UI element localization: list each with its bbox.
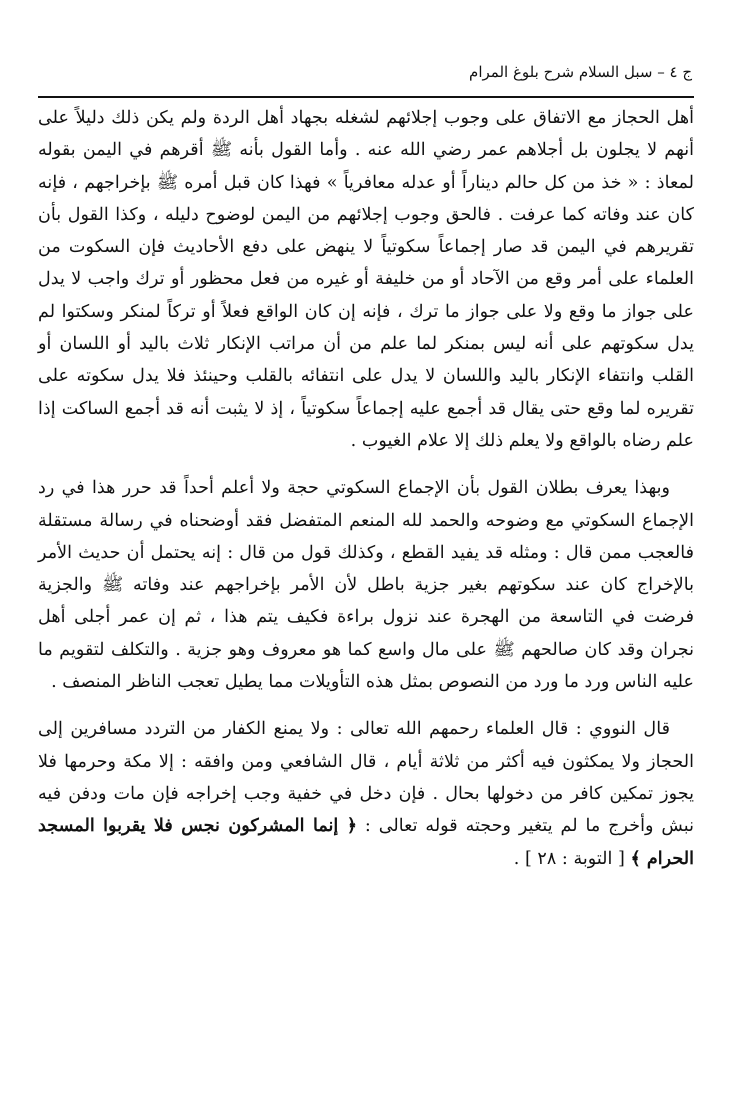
paragraph-3: [38, 713, 694, 874]
paragraph-1: أهل الحجاز مع الاتفاق على وجوب إجلائهم لشغله بجهاد أهل الردة ولم يكن ذلك دليلاً على أنهم لا يجلون بل أجلاهم عمر رضي الله عنه . وأما القول بأنه ﷺ أقرهم في اليمن بقوله لمعاذ : « خذ من كل حالم ديناراً أو عدله معافرياً » فهذا كان قبل أمره ﷺ بإخراجهم ، فإنه كان عند وفاته كما عرفت . فالحق وجوب إجلائهم من اليمن لوضوح دليله ، وكذا القول بأن تقريرهم في اليمن قد صار إجماعاً سكوتياً لا ينهض على دفع الأحاديث فإن السكوت من العلماء على أمر وقع من الآحاد أو من خليفة أو غيره من فعل محظور أو ترك واجب لا يدل على جواز ما وقع ولا على جواز ما ترك ، فإنه إن كان الواقع فعلاً أو تركاً لمنكر وسكتوا لم يدل سكوتهم على أنه ليس بمنكر لما علم من أن مراتب الإنكار ثلاث باليد أو اللسان أو القلب وانتفاء الإنكار باليد واللسان لا يدل على انتفائه بالقلب وحينئذ فلا يدل سكوته على تقريره لما وقع حتى يقال قد أجمع عليه إجماعاً سكوتياً ، إذ لا يثبت أنه قد أجمع الساكت إذا علم رضاه بالواقع ولا يعلم ذلك إلا علام الغيوب .: [38, 108, 695, 451]
verse-citation: [ التوبة : ٢٨ ] .: [513, 848, 625, 869]
paragraph-3-text: قال النووي : قال العلماء رحمهم الله تعالى : ولا يمنع الكفار من التردد مسافرين إلى الحجاز ولا يمكثون فيه أكثر من ثلاثة أيام ، قال الشافعي ومن وافقه : إلا مكة وحرمها فلا يجوز تمكين كافر من دخولها بحال . فإن دخل في خفية وجب إخراجه فإن مات ودفن فيه نبش وأخرج ما لم يتغير وحجته قوله تعالى :: [38, 719, 694, 837]
header-rule: [38, 96, 694, 98]
running-header: [38, 60, 694, 90]
quran-verse: ﴿ إنما المشركون نجس فلا يقربوا المسجد الحرام ﴾: [38, 815, 694, 869]
paragraph-2: وبهذا يعرف بطلان القول بأن الإجماع السكوتي حجة ولا أعلم أحداً قد حرر هذا في رد الإجماع السكوتي مع وضوحه والحمد لله المنعم المتفضل فقد أوضحناه في رسالة مستقلة فالعجب ممن قال : ومثله قد يفيد القطع ، وكذلك قول من قال : إنه يحتمل أن حديث الأمر بالإخراج كان عند سكوتهم بغير جزية باطل لأن الأمر بإخراجهم عند وفاته ﷺ والجزية فرضت في التاسعة من الهجرة عند نزول براءة فكيف يتم هذا ، ثم إن عمر أجلى أهل نجران وقد كان صالحهم ﷺ على مال واسع كما هو معروف وهو جزية . والتكلف لتقويم ما عليه الناس ورد ما ورد من النصوص بمثل هذه التأويلات مما يطيل تعجب الناظر المنصف .: [38, 478, 694, 693]
book-page: [38, 60, 694, 875]
running-title: ج ٤ – سبل السلام شرح بلوغ المرام: [469, 63, 692, 81]
